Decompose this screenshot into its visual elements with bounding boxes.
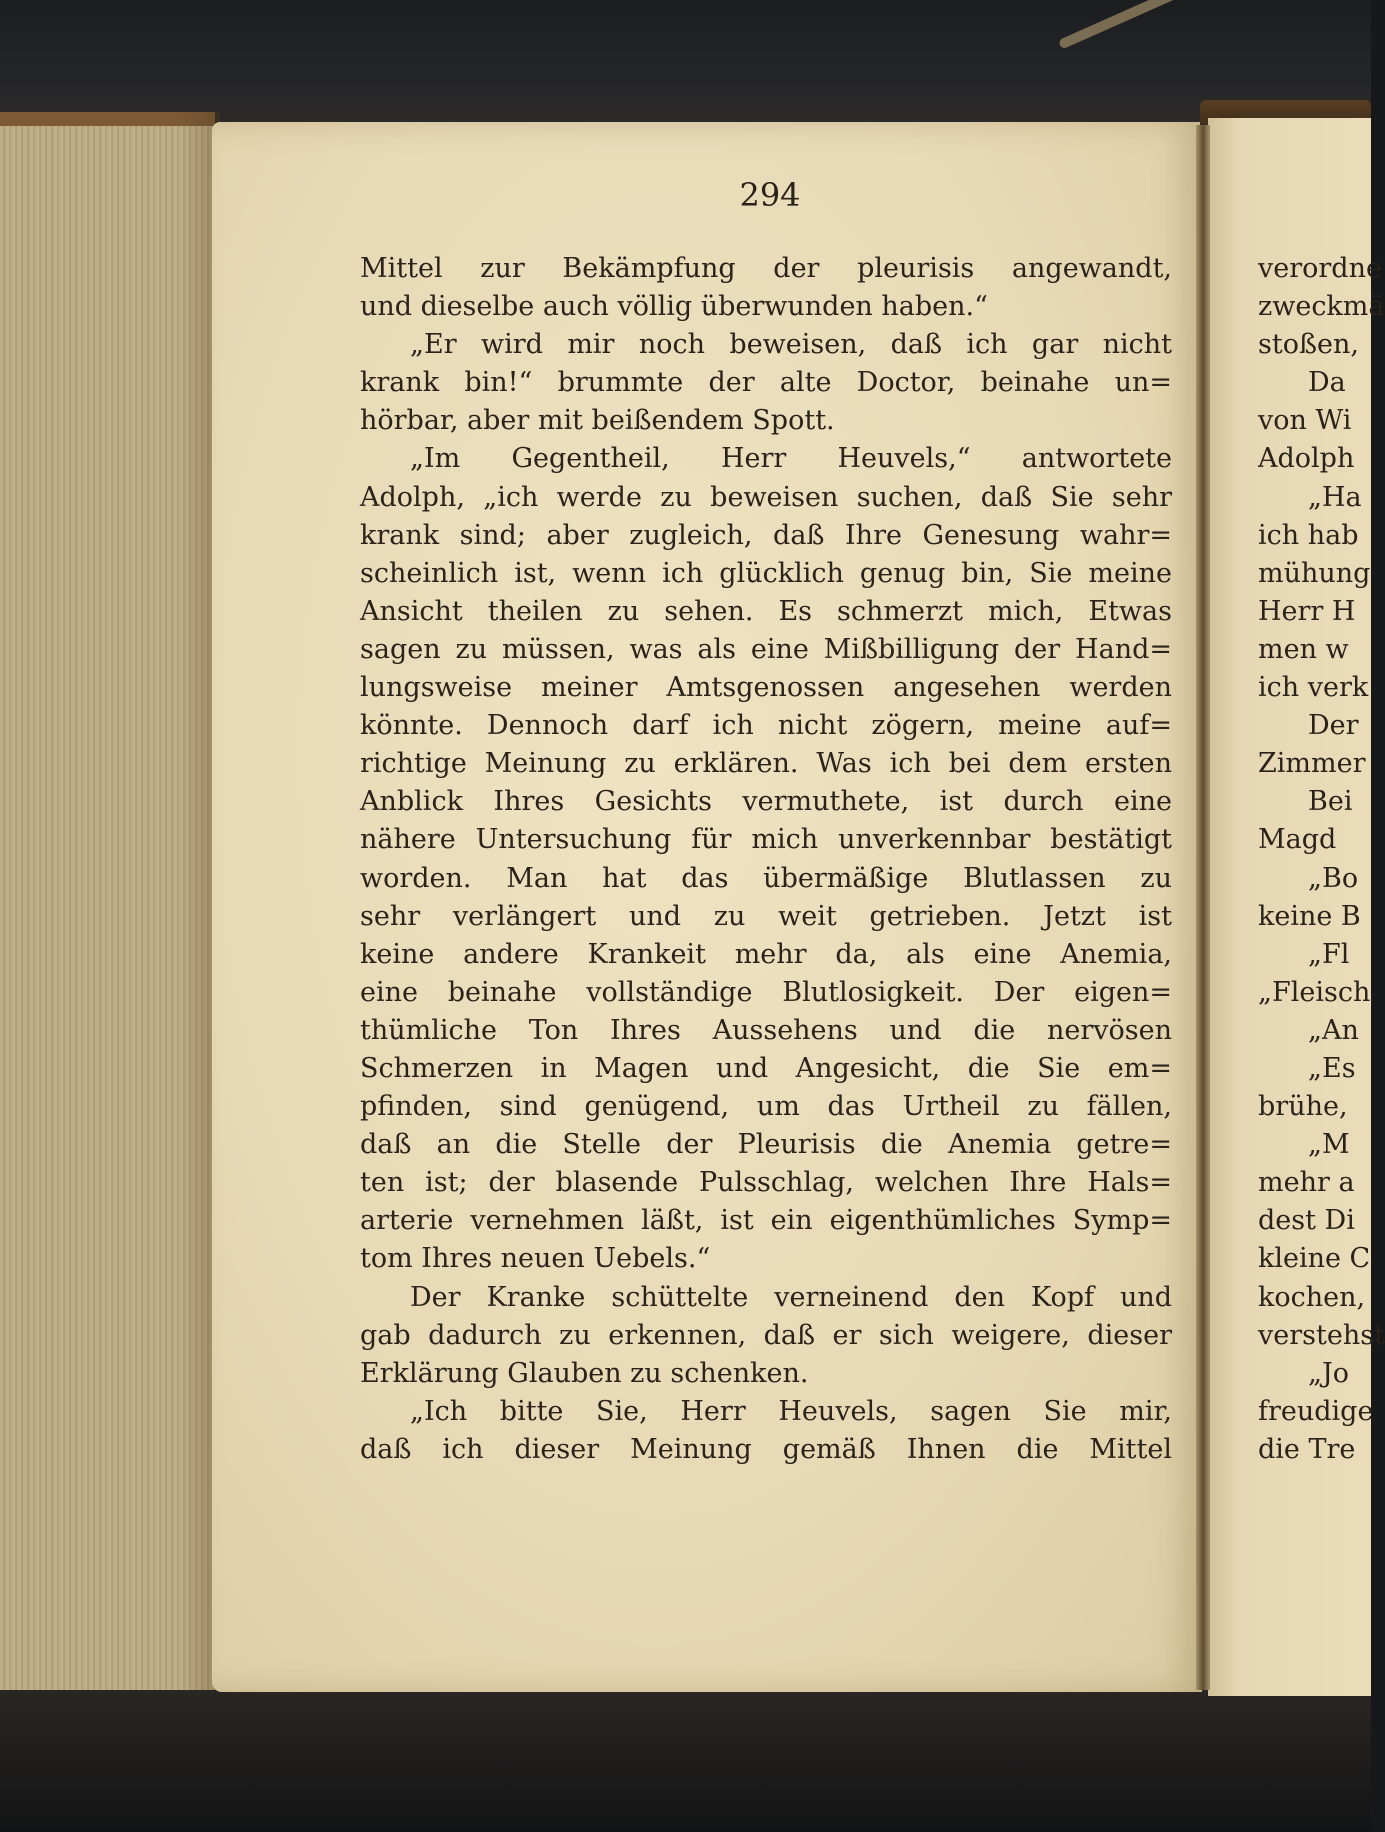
text-line: arterie vernehmen läßt, ist ein eigenthümliches Symp= (360, 1205, 1172, 1237)
text-line: „Fleisch (1258, 976, 1371, 1008)
text-line: brühe, (1258, 1091, 1348, 1123)
text-line: die Tre (1258, 1433, 1356, 1465)
text-line: Adolph, „ich werde zu beweisen suchen, daß Sie sehr (360, 481, 1172, 513)
text-line: Herr H (1258, 595, 1356, 627)
text-line: von Wi (1258, 405, 1352, 437)
text-line: worden. Man hat das übermäßige Blutlassen zu (360, 862, 1172, 894)
book-cover-bottom (0, 1690, 1371, 1832)
text-line: ich verk (1258, 672, 1369, 704)
text-line: Da (1308, 367, 1346, 399)
text-line: eine beinahe vollständige Blutlosigkeit. Der eigen= (360, 976, 1172, 1008)
text-line: sagen zu müssen, was als eine Mißbilligung der Hand= (360, 633, 1172, 665)
text-line: sehr verlängert und zu weit getrieben. Jetzt ist (360, 900, 1172, 932)
text-line: Anblick Ihres Gesichts vermuthete, ist durch eine (360, 786, 1172, 818)
text-line: Erklärung Glauben zu schenken. (360, 1357, 809, 1389)
text-line: Ansicht theilen zu sehen. Es schmerzt mich, Etwas (360, 595, 1172, 627)
text-line: Adolph (1258, 443, 1355, 475)
text-line: Der Kranke schüttelte verneinend den Kopf und (410, 1281, 1172, 1313)
left-page-text (360, 250, 1172, 1469)
text-line: freudige (1258, 1395, 1374, 1427)
text-line: könnte. Dennoch darf ich nicht zögern, meine auf= (360, 710, 1172, 742)
text-line: krank sind; aber zugleich, daß Ihre Genesung wahr= (360, 519, 1172, 551)
text-line: „Im Gegentheil, Herr Heuvels,“ antwortete (410, 443, 1172, 475)
text-line: „Fl (1308, 938, 1350, 970)
text-line: „M (1308, 1129, 1350, 1161)
text-line: men w (1258, 633, 1349, 665)
text-line: mühung (1258, 557, 1371, 589)
text-line: „An (1308, 1014, 1359, 1046)
book-gutter (1196, 125, 1210, 1690)
book-cover-top (0, 0, 1371, 130)
text-line: tom Ihres neuen Uebels.“ (360, 1243, 711, 1275)
text-line: „Ich bitte Sie, Herr Heuvels, sagen Sie mir, (410, 1395, 1172, 1427)
text-line: mehr a (1258, 1167, 1355, 1199)
text-line: daß ich dieser Meinung gemäß Ihnen die Mittel (360, 1433, 1172, 1465)
right-page-text (1258, 250, 1385, 1469)
text-line: „Bo (1308, 862, 1359, 894)
text-line: krank bin!“ brummte der alte Doctor, beinahe un= (360, 367, 1172, 399)
text-line: ich hab (1258, 519, 1359, 551)
text-line: Zimmer (1258, 748, 1366, 780)
text-line: daß an die Stelle der Pleurisis die Anemia getre= (360, 1129, 1172, 1161)
text-line: „Jo (1308, 1357, 1350, 1389)
text-line: scheinlich ist, wenn ich glücklich genug bin, Sie meine (360, 557, 1172, 589)
text-line: „Es (1308, 1052, 1356, 1084)
page-number: 294 (739, 176, 801, 214)
text-line: verordne (1258, 253, 1382, 284)
text-line: pfinden, sind genügend, um das Urtheil zu fällen, (360, 1091, 1172, 1123)
text-line: und dieselbe auch völlig überwunden haben.“ (360, 291, 988, 323)
text-line: nähere Untersuchung für mich unverkennbar bestätigt (360, 824, 1172, 856)
text-line: Mittel zur Bekämpfung der pleurisis angewandt, (360, 253, 1172, 284)
text-line: „Er wird mir noch beweisen, daß ich gar nicht (410, 329, 1172, 361)
text-line: kleine C (1258, 1243, 1371, 1275)
text-line: ten ist; der blasende Pulsschlag, welchen Ihre Hals= (360, 1167, 1172, 1199)
text-line: Magd (1258, 824, 1337, 856)
text-line: Schmerzen in Magen und Angesicht, die Sie em= (360, 1052, 1172, 1084)
text-line: stoßen, (1258, 329, 1359, 361)
text-line: „Ha (1308, 481, 1362, 513)
text-line: keine B (1258, 900, 1361, 932)
text-line: zweckmä (1258, 291, 1385, 323)
text-line: lungsweise meiner Amtsgenossen angesehen werden (360, 672, 1172, 704)
text-line: hörbar, aber mit beißendem Spott. (360, 405, 835, 437)
text-line: richtige Meinung zu erklären. Was ich bei dem ersten (360, 748, 1172, 780)
text-line: keine andere Krankeit mehr da, als eine Anemia, (360, 938, 1172, 970)
text-line: dest Di (1258, 1205, 1355, 1237)
text-line: Der (1308, 710, 1359, 742)
text-line: kochen, (1258, 1281, 1366, 1313)
text-line: gab dadurch zu erkennen, daß er sich weigere, dieser (360, 1319, 1172, 1351)
text-line: Bei (1308, 786, 1353, 818)
text-line: verstehst (1258, 1319, 1385, 1351)
text-line: thümliche Ton Ihres Aussehens und die nervösen (360, 1014, 1172, 1046)
